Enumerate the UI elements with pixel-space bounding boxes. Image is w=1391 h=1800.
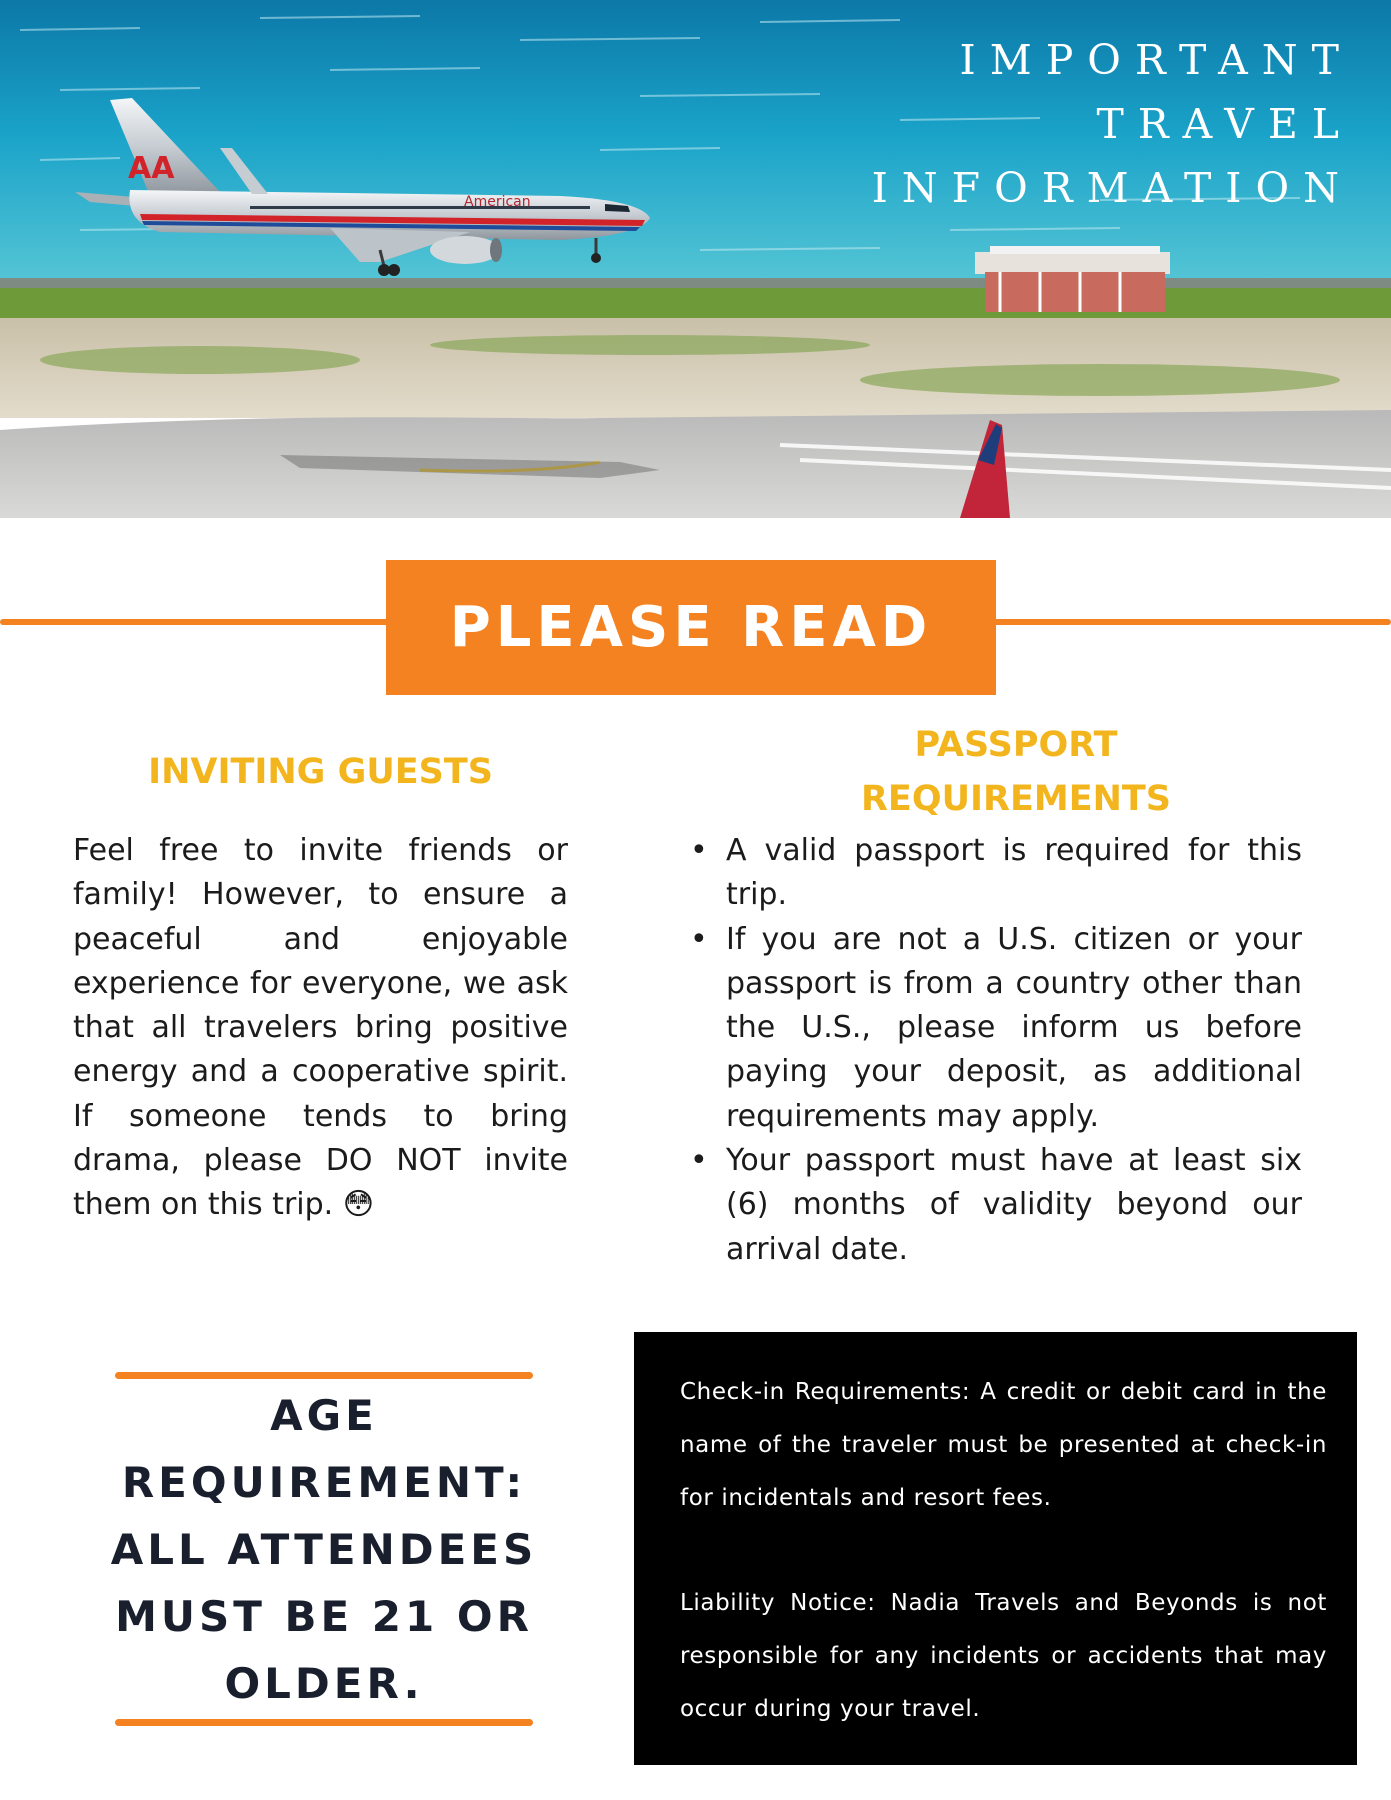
banner-rule-left [0, 619, 392, 625]
runway [0, 410, 1391, 518]
hero-title-line-2: TRAVEL [1096, 100, 1353, 148]
notice-box [634, 1332, 1357, 1765]
terminal-building [975, 246, 1170, 312]
please-read-label: PLEASE READ [449, 595, 933, 660]
age-rule-bottom [115, 1719, 533, 1726]
flushed-face-emoji: 😳 [342, 1187, 375, 1223]
airline-wordmark: American [464, 194, 531, 210]
age-requirement: AGE REQUIREMENT: ALL ATTENDEES MUST BE 21 OR OLDER. [110, 1391, 538, 1708]
tail-logo: AA [128, 151, 175, 186]
hero-title-line-3: INFORMATION [871, 164, 1353, 212]
age-rule-top [115, 1372, 533, 1379]
please-read-banner [386, 560, 996, 695]
liability-notice: Liability Notice: Nadia Travels and Beyonds is not responsible for any incidents or accidents that may occur during your travel. [680, 1590, 1327, 1722]
passport-item: • A valid passport is required for this trip. [688, 829, 1302, 918]
passport-item: • If you are not a U.S. citizen or your passport is from a country other than the U.S., please inform us before paying your deposit, as additional requirements may apply. [688, 918, 1302, 1139]
hero-image [0, 0, 1391, 518]
checkin-requirements: Check-in Requirements: A credit or debit card in the name of the traveler must be presented at check-in for incidentals and resort fees. [680, 1379, 1327, 1511]
hero-title-line-1: IMPORTANT [959, 36, 1353, 84]
hero-title [872, 28, 1353, 220]
passport-item: • Your passport must have at least six (6) months of validity beyond our arrival date. [688, 1139, 1302, 1272]
inviting-guests-heading: INVITING GUESTS [148, 752, 493, 792]
inviting-guests-body [73, 829, 568, 1228]
inviting-guests-text: Feel free to invite friends or family! However, to ensure a peaceful and enjoyable experience for everyone, we ask that all travelers bring positive energy and a cooperative spirit. If someone tends to bring drama, please DO NOT invite them on this trip. [73, 833, 568, 1223]
passport-requirements-list [688, 829, 1302, 1272]
banner-rule-right [990, 619, 1391, 625]
passport-requirements-heading: PASSPORT REQUIREMENTS [860, 725, 1172, 819]
